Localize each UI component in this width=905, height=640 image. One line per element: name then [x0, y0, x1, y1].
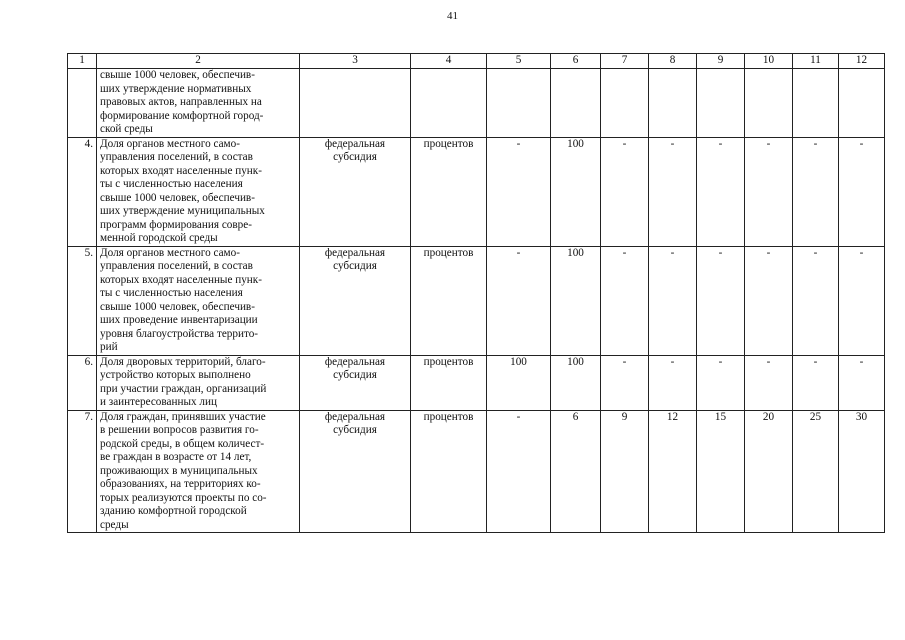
value-cell: -	[839, 355, 885, 410]
value-cell: -	[697, 137, 745, 246]
indicator-name	[97, 137, 300, 246]
indicator-name	[97, 246, 300, 355]
column-header: 9	[697, 54, 745, 69]
page-number: 41	[447, 10, 458, 22]
indicator-name-line: ты с численностью населения	[100, 178, 243, 190]
value-cell: -	[745, 355, 793, 410]
indicator-name-line: свыше 1000 человек, обеспечив-	[100, 69, 255, 81]
funding-source-line: субсидия	[333, 424, 377, 436]
value-cell: -	[793, 355, 839, 410]
column-header: 12	[839, 54, 885, 69]
indicator-name-line: программ формирования совре-	[100, 218, 252, 231]
column-header: 3	[300, 54, 411, 69]
indicator-name-line: зданию комфортной городской	[100, 505, 247, 517]
value-cell: -	[793, 246, 839, 355]
indicator-name-line: Доля дворовых территорий, благо-	[100, 355, 266, 368]
value-cell	[601, 69, 649, 138]
funding-source-line: субсидия	[333, 369, 377, 381]
table-row	[68, 410, 885, 533]
indicator-name-line: проживающих в муниципальных	[100, 464, 258, 477]
value-cell: -	[697, 355, 745, 410]
indicator-name-line: которых входят населенные пунк-	[100, 273, 262, 286]
value-cell: -	[839, 246, 885, 355]
value-cell: -	[745, 246, 793, 355]
funding-source-line: федеральная	[324, 410, 386, 423]
indicator-name	[97, 355, 300, 410]
column-header: 1	[68, 54, 97, 69]
header-row	[68, 54, 885, 69]
row-number: 7.	[68, 410, 97, 533]
value-cell: -	[697, 246, 745, 355]
value-cell: -	[601, 355, 649, 410]
indicator-name-line: уровня благоустройства террито-	[100, 327, 259, 340]
funding-source-line: федеральная	[324, 355, 386, 368]
value-cell	[793, 69, 839, 138]
value-cell: -	[649, 355, 697, 410]
value-cell: 100	[551, 355, 601, 410]
column-header: 10	[745, 54, 793, 69]
indicator-name-line: ты с численностью населения	[100, 287, 243, 299]
column-header: 11	[793, 54, 839, 69]
table-row	[68, 137, 885, 246]
value-cell: 100	[487, 355, 551, 410]
value-cell	[551, 69, 601, 138]
value-cell: 6	[551, 410, 601, 533]
value-cell	[745, 69, 793, 138]
value-cell: 25	[793, 410, 839, 533]
indicator-name-line: свыше 1000 человек, обеспечив-	[100, 191, 255, 204]
value-cell	[649, 69, 697, 138]
row-number	[68, 69, 97, 138]
table-body	[68, 69, 885, 533]
column-header: 5	[487, 54, 551, 69]
value-cell: 20	[745, 410, 793, 533]
column-header: 8	[649, 54, 697, 69]
value-cell: 100	[551, 246, 601, 355]
funding-source	[300, 69, 411, 138]
indicator-name-line: образованиях, на территориях ко-	[100, 478, 261, 490]
value-cell: -	[487, 137, 551, 246]
indicator-name	[97, 69, 300, 138]
indicator-name-line: в решении вопросов развития го-	[100, 424, 259, 436]
indicator-name-line: среды	[100, 518, 129, 531]
value-cell: -	[793, 137, 839, 246]
indicator-name-line: ших утверждение нормативных	[100, 82, 252, 95]
value-cell: 15	[697, 410, 745, 533]
indicator-name-line: которых входят населенные пунк-	[100, 164, 262, 177]
indicator-name-line: ших проведение инвентаризации	[100, 314, 258, 326]
table-row	[68, 69, 885, 138]
value-cell: -	[487, 410, 551, 533]
funding-source-line: субсидия	[333, 260, 377, 272]
indicators-table	[67, 53, 885, 533]
value-cell: -	[487, 246, 551, 355]
indicator-name-line: формирование комфортной город-	[100, 109, 264, 122]
indicator-name-line: устройство которых выполнено	[100, 369, 251, 381]
table-row	[68, 355, 885, 410]
funding-source	[300, 410, 411, 533]
row-number: 4.	[68, 137, 97, 246]
value-cell: -	[649, 246, 697, 355]
indicator-name-line: ве граждан в возрасте от 14 лет,	[100, 451, 252, 463]
indicator-name-line: менной городской среды	[100, 232, 218, 244]
column-header: 7	[601, 54, 649, 69]
indicator-name-line: правовых актов, направленных на	[100, 96, 262, 108]
column-header: 4	[411, 54, 487, 69]
value-cell	[487, 69, 551, 138]
indicator-name-line: управления поселений, в состав	[100, 151, 253, 163]
value-cell: -	[745, 137, 793, 246]
indicator-name-line: управления поселений, в состав	[100, 260, 253, 272]
funding-source	[300, 246, 411, 355]
value-cell	[839, 69, 885, 138]
unit	[411, 69, 487, 138]
indicator-name-line: торых реализуются проекты по со-	[100, 491, 267, 504]
funding-source-line: федеральная	[324, 246, 386, 259]
unit: процентов	[411, 355, 487, 410]
indicator-name-line: ших утверждение муниципальных	[100, 205, 265, 217]
unit: процентов	[411, 246, 487, 355]
indicator-name-line: свыше 1000 человек, обеспечив-	[100, 300, 255, 313]
value-cell: -	[649, 137, 697, 246]
value-cell: 12	[649, 410, 697, 533]
column-header: 6	[551, 54, 601, 69]
value-cell: -	[839, 137, 885, 246]
indicator-name-line: Доля органов местного само-	[100, 246, 240, 259]
table-row	[68, 246, 885, 355]
unit: процентов	[411, 410, 487, 533]
row-number: 5.	[68, 246, 97, 355]
indicator-name-line: при участии граждан, организаций	[100, 382, 267, 395]
indicator-name-line: ской среды	[100, 123, 153, 135]
value-cell: -	[601, 246, 649, 355]
indicator-name	[97, 410, 300, 533]
value-cell: 30	[839, 410, 885, 533]
indicator-name-line: рий	[100, 341, 118, 353]
value-cell	[697, 69, 745, 138]
value-cell: -	[601, 137, 649, 246]
indicator-name-line: родской среды, в общем количест-	[100, 437, 265, 450]
indicator-name-line: Доля граждан, принявших участие	[100, 410, 266, 423]
row-number: 6.	[68, 355, 97, 410]
value-cell: 9	[601, 410, 649, 533]
funding-source-line: субсидия	[333, 151, 377, 163]
indicator-name-line: и заинтересованных лиц	[100, 396, 217, 408]
indicator-name-line: Доля органов местного само-	[100, 137, 240, 150]
funding-source	[300, 355, 411, 410]
value-cell: 100	[551, 137, 601, 246]
column-header: 2	[97, 54, 300, 69]
funding-source	[300, 137, 411, 246]
unit: процентов	[411, 137, 487, 246]
funding-source-line: федеральная	[324, 137, 386, 150]
